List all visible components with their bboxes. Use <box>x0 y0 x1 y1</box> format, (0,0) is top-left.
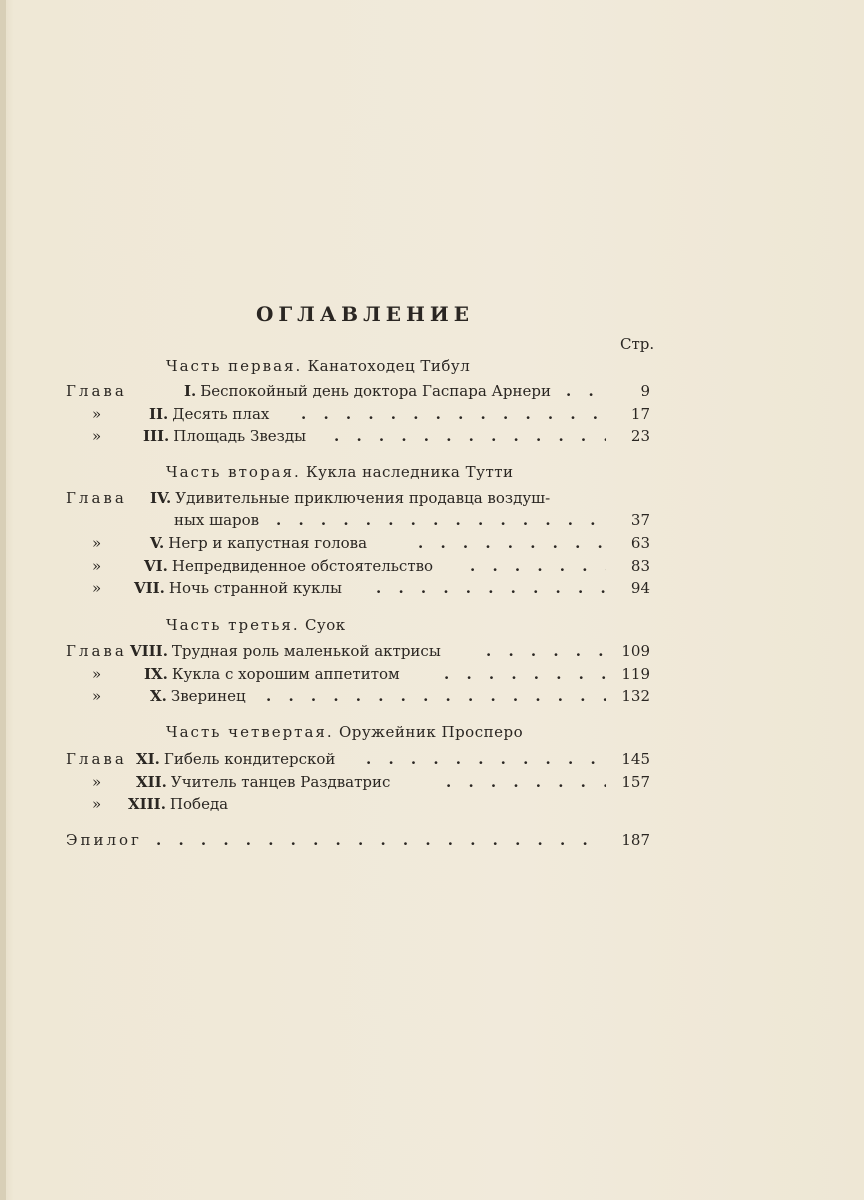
ditto-mark: » <box>92 687 102 705</box>
toc-entry-epilogue <box>66 831 650 853</box>
leader-dots <box>276 511 606 531</box>
chapter-title: Удивительные приключения продавца воздуш- <box>175 489 551 507</box>
toc-entry <box>66 382 650 404</box>
toc-entry <box>66 642 650 664</box>
page-number: 23 <box>630 427 650 445</box>
chapter-title: Гибель кондитерской <box>163 750 336 768</box>
glava-label: Глава <box>66 642 127 660</box>
page-number: 17 <box>630 405 650 423</box>
page-number: 83 <box>630 557 650 575</box>
toc-entry-continuation <box>66 511 650 533</box>
leader-dots <box>566 382 606 402</box>
page-number: 132 <box>621 687 650 705</box>
chapter-number: VIII. <box>130 642 168 660</box>
page-number: 119 <box>621 665 650 683</box>
toc-entry <box>66 773 650 795</box>
chapter-title: Беспокойный день доктора Гаспара Арнери <box>200 382 551 400</box>
toc-entry <box>66 579 650 601</box>
ditto-mark: » <box>92 579 102 597</box>
leader-dots <box>301 405 606 425</box>
leader-dots <box>486 642 606 662</box>
chapter-number: X. <box>150 687 167 705</box>
toc-entry <box>66 534 650 556</box>
toc-entry <box>66 405 650 427</box>
part-heading <box>166 723 523 741</box>
chapter-number: IX. <box>144 665 168 683</box>
ditto-mark: » <box>92 665 102 683</box>
chapter-title-continuation: ных шаров <box>174 511 260 529</box>
part-heading <box>166 357 470 375</box>
part-label: Часть четвертая. <box>166 723 334 741</box>
ditto-mark: » <box>92 557 102 575</box>
chapter-title: Площадь Звезды <box>173 427 307 445</box>
chapter-number: XI. <box>136 750 160 768</box>
page-number: 109 <box>621 642 650 660</box>
chapter-title: Десять плах <box>172 405 270 423</box>
leader-dots <box>266 687 606 707</box>
chapter-number: II. <box>149 405 169 423</box>
page-number: 94 <box>630 579 650 597</box>
chapter-title: Негр и капустная голова <box>168 534 368 552</box>
toc-entry <box>66 750 650 772</box>
chapter-number: XII. <box>136 773 167 791</box>
chapter-title: Трудная роль маленькой актрисы <box>171 642 441 660</box>
toc-entry <box>66 557 650 579</box>
toc-entry <box>66 427 650 449</box>
part-heading <box>166 463 514 481</box>
chapter-title: Кукла с хорошим аппетитом <box>171 665 400 683</box>
chapter-number: I. <box>184 382 197 400</box>
page-number: 9 <box>640 382 650 400</box>
leader-dots <box>470 557 606 577</box>
toc-entry <box>66 489 650 511</box>
chapter-number: V. <box>150 534 165 552</box>
page-number: 145 <box>621 750 650 768</box>
glava-label: Глава <box>66 382 127 400</box>
toc-heading: ОГЛАВЛЕНИЕ <box>255 302 475 326</box>
toc-entry <box>66 687 650 709</box>
leader-dots <box>156 831 606 851</box>
ditto-mark: » <box>92 405 102 423</box>
chapter-title: Победа <box>169 795 229 813</box>
part-label: Часть третья. <box>166 616 300 634</box>
chapter-number: VII. <box>134 579 165 597</box>
chapter-title: Зверинец <box>170 687 246 705</box>
ditto-mark: » <box>92 795 102 813</box>
leader-dots <box>334 427 606 447</box>
leader-dots <box>444 665 606 685</box>
chapter-number: III. <box>143 427 170 445</box>
part-name: Суок <box>304 616 346 634</box>
part-name: Кукла наследника Тутти <box>306 463 514 481</box>
chapter-title: Непредвиденное обстоятельство <box>171 557 434 575</box>
toc-entry <box>66 795 650 817</box>
chapter-title: Учитель танцев Раздватрис <box>170 773 391 791</box>
ditto-mark: » <box>92 534 102 552</box>
leader-dots <box>376 579 606 599</box>
page-number: 37 <box>630 511 650 529</box>
pages-column-label: Стр. <box>620 335 655 353</box>
leader-dots <box>446 773 606 793</box>
glava-label: Глава <box>66 489 127 507</box>
epilogue-title: Эпилог <box>66 831 142 849</box>
glava-label: Глава <box>66 750 127 768</box>
page-number: 63 <box>630 534 650 552</box>
part-name: Оружейник Просперо <box>338 723 524 741</box>
part-heading <box>166 616 346 634</box>
chapter-number: XIII. <box>128 795 166 813</box>
part-label: Часть первая. <box>166 357 303 375</box>
part-name: Канатоходец Тибул <box>307 357 471 375</box>
chapter-number: VI. <box>144 557 168 575</box>
leader-dots <box>418 534 606 554</box>
chapter-number: IV. <box>150 489 172 507</box>
ditto-mark: » <box>92 427 102 445</box>
page-number: 157 <box>621 773 650 791</box>
page-number: 187 <box>621 831 650 849</box>
part-label: Часть вторая. <box>166 463 301 481</box>
leader-dots <box>366 750 606 770</box>
toc-entry <box>66 665 650 687</box>
ditto-mark: » <box>92 773 102 791</box>
chapter-title: Ночь странной куклы <box>168 579 342 597</box>
